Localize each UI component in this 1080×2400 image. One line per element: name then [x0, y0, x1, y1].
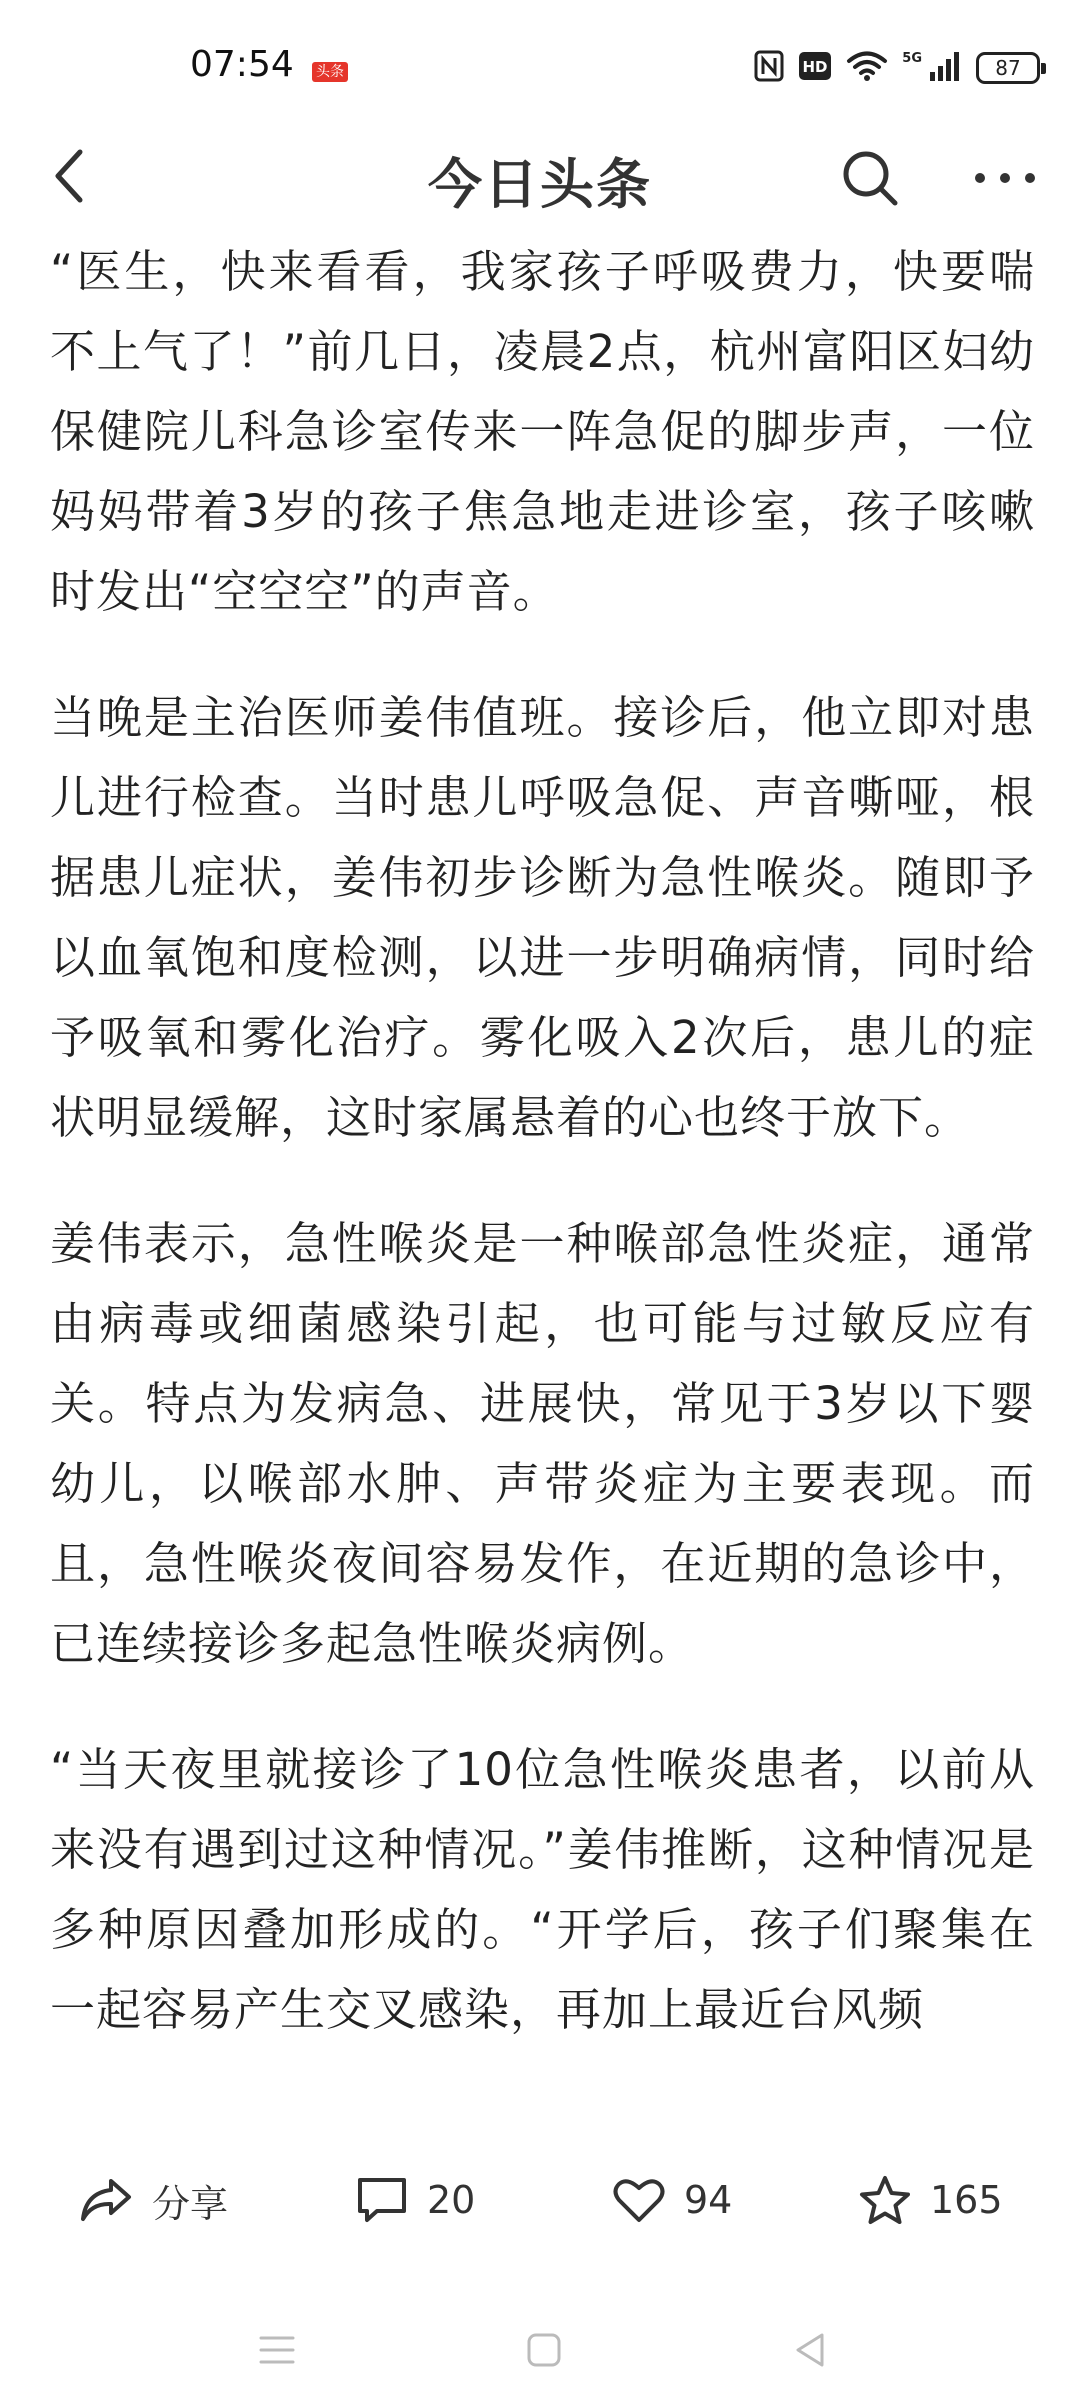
- article-paragraph: “当天夜里就接诊了10位急性喉炎患者，以前从来没有遇到过这种情况。”姜伟推断，这种情况是多种原因叠加形成的。“开学后，孩子们聚集在一起容易产生交叉感染，再加上最近台风频: [50, 1743, 1035, 2036]
- triangle-back-icon: [790, 2330, 830, 2370]
- square-home-icon: [524, 2330, 564, 2370]
- like-button[interactable]: [612, 2170, 732, 2230]
- status-time: 07:54: [190, 44, 294, 85]
- share-label: 分享: [152, 2181, 229, 2226]
- system-nav-bar: [0, 2290, 1080, 2400]
- app-header: [0, 120, 1080, 230]
- comment-button[interactable]: [355, 2170, 475, 2230]
- more-icon: [970, 168, 1040, 188]
- more-options-button[interactable]: [960, 138, 1050, 218]
- status-icons: [754, 50, 1040, 86]
- search-icon: [838, 146, 902, 210]
- search-button[interactable]: [830, 138, 910, 218]
- like-count: 94: [684, 2178, 733, 2222]
- nav-recent-apps-button[interactable]: [247, 2320, 307, 2380]
- network-type: 5G: [902, 50, 922, 66]
- status-bar: [0, 0, 1080, 140]
- article-action-bar: [0, 2150, 1080, 2250]
- article-body: [50, 232, 1035, 2114]
- nfc-icon: [754, 50, 784, 86]
- hd-icon: [798, 51, 832, 85]
- page-title: 今日头条: [428, 153, 652, 216]
- share-button[interactable]: [78, 2170, 228, 2230]
- battery-indicator: [976, 52, 1040, 84]
- signal-icon: [928, 50, 962, 86]
- nav-back-button[interactable]: [780, 2320, 840, 2380]
- svg-text:HD: HD: [802, 58, 828, 76]
- menu-lines-icon: [257, 2330, 297, 2370]
- comment-bubble-icon: [355, 2175, 409, 2225]
- app-notification-badge: 头条: [312, 62, 348, 82]
- star-icon: [858, 2174, 912, 2226]
- favorite-button[interactable]: [858, 2170, 1003, 2230]
- share-arrow-icon: [78, 2175, 134, 2225]
- wifi-icon: [846, 50, 888, 86]
- article-paragraph: “医生，快来看看，我家孩子呼吸费力，快要喘不上气了！”前几日，凌晨2点，杭州富阳区妇幼保健院儿科急诊室传来一阵急促的脚步声，一位妈妈带着3岁的孩子焦急地走进诊室，孩子咳嗽时发出“空空空”的声音。: [50, 245, 1035, 618]
- favorite-count: 165: [930, 2178, 1003, 2222]
- heart-icon: [612, 2175, 666, 2225]
- article-paragraph: 当晚是主治医师姜伟值班。接诊后，他立即对患儿进行检查。当时患儿呼吸急促、声音嘶哑，根据患儿症状，姜伟初步诊断为急性喉炎。随即予以血氧饱和度检测，以进一步明确病情，同时给予吸氧和雾化治疗。雾化吸入2次后，患儿的症状明显缓解，这时家属悬着的心也终于放下。: [50, 691, 1035, 1144]
- comment-count: 20: [427, 2178, 476, 2222]
- article-paragraph: 姜伟表示，急性喉炎是一种喉部急性炎症，通常由病毒或细菌感染引起，也可能与过敏反应有关。特点为发病急、进展快，常见于3岁以下婴幼儿，以喉部水肿、声带炎症为主要表现。而且，急性喉炎夜间容易发作，在近期的急诊中，已连续接诊多起急性喉炎病例。: [50, 1217, 1035, 1670]
- nav-home-button[interactable]: [514, 2320, 574, 2380]
- battery-level: 87: [995, 56, 1021, 80]
